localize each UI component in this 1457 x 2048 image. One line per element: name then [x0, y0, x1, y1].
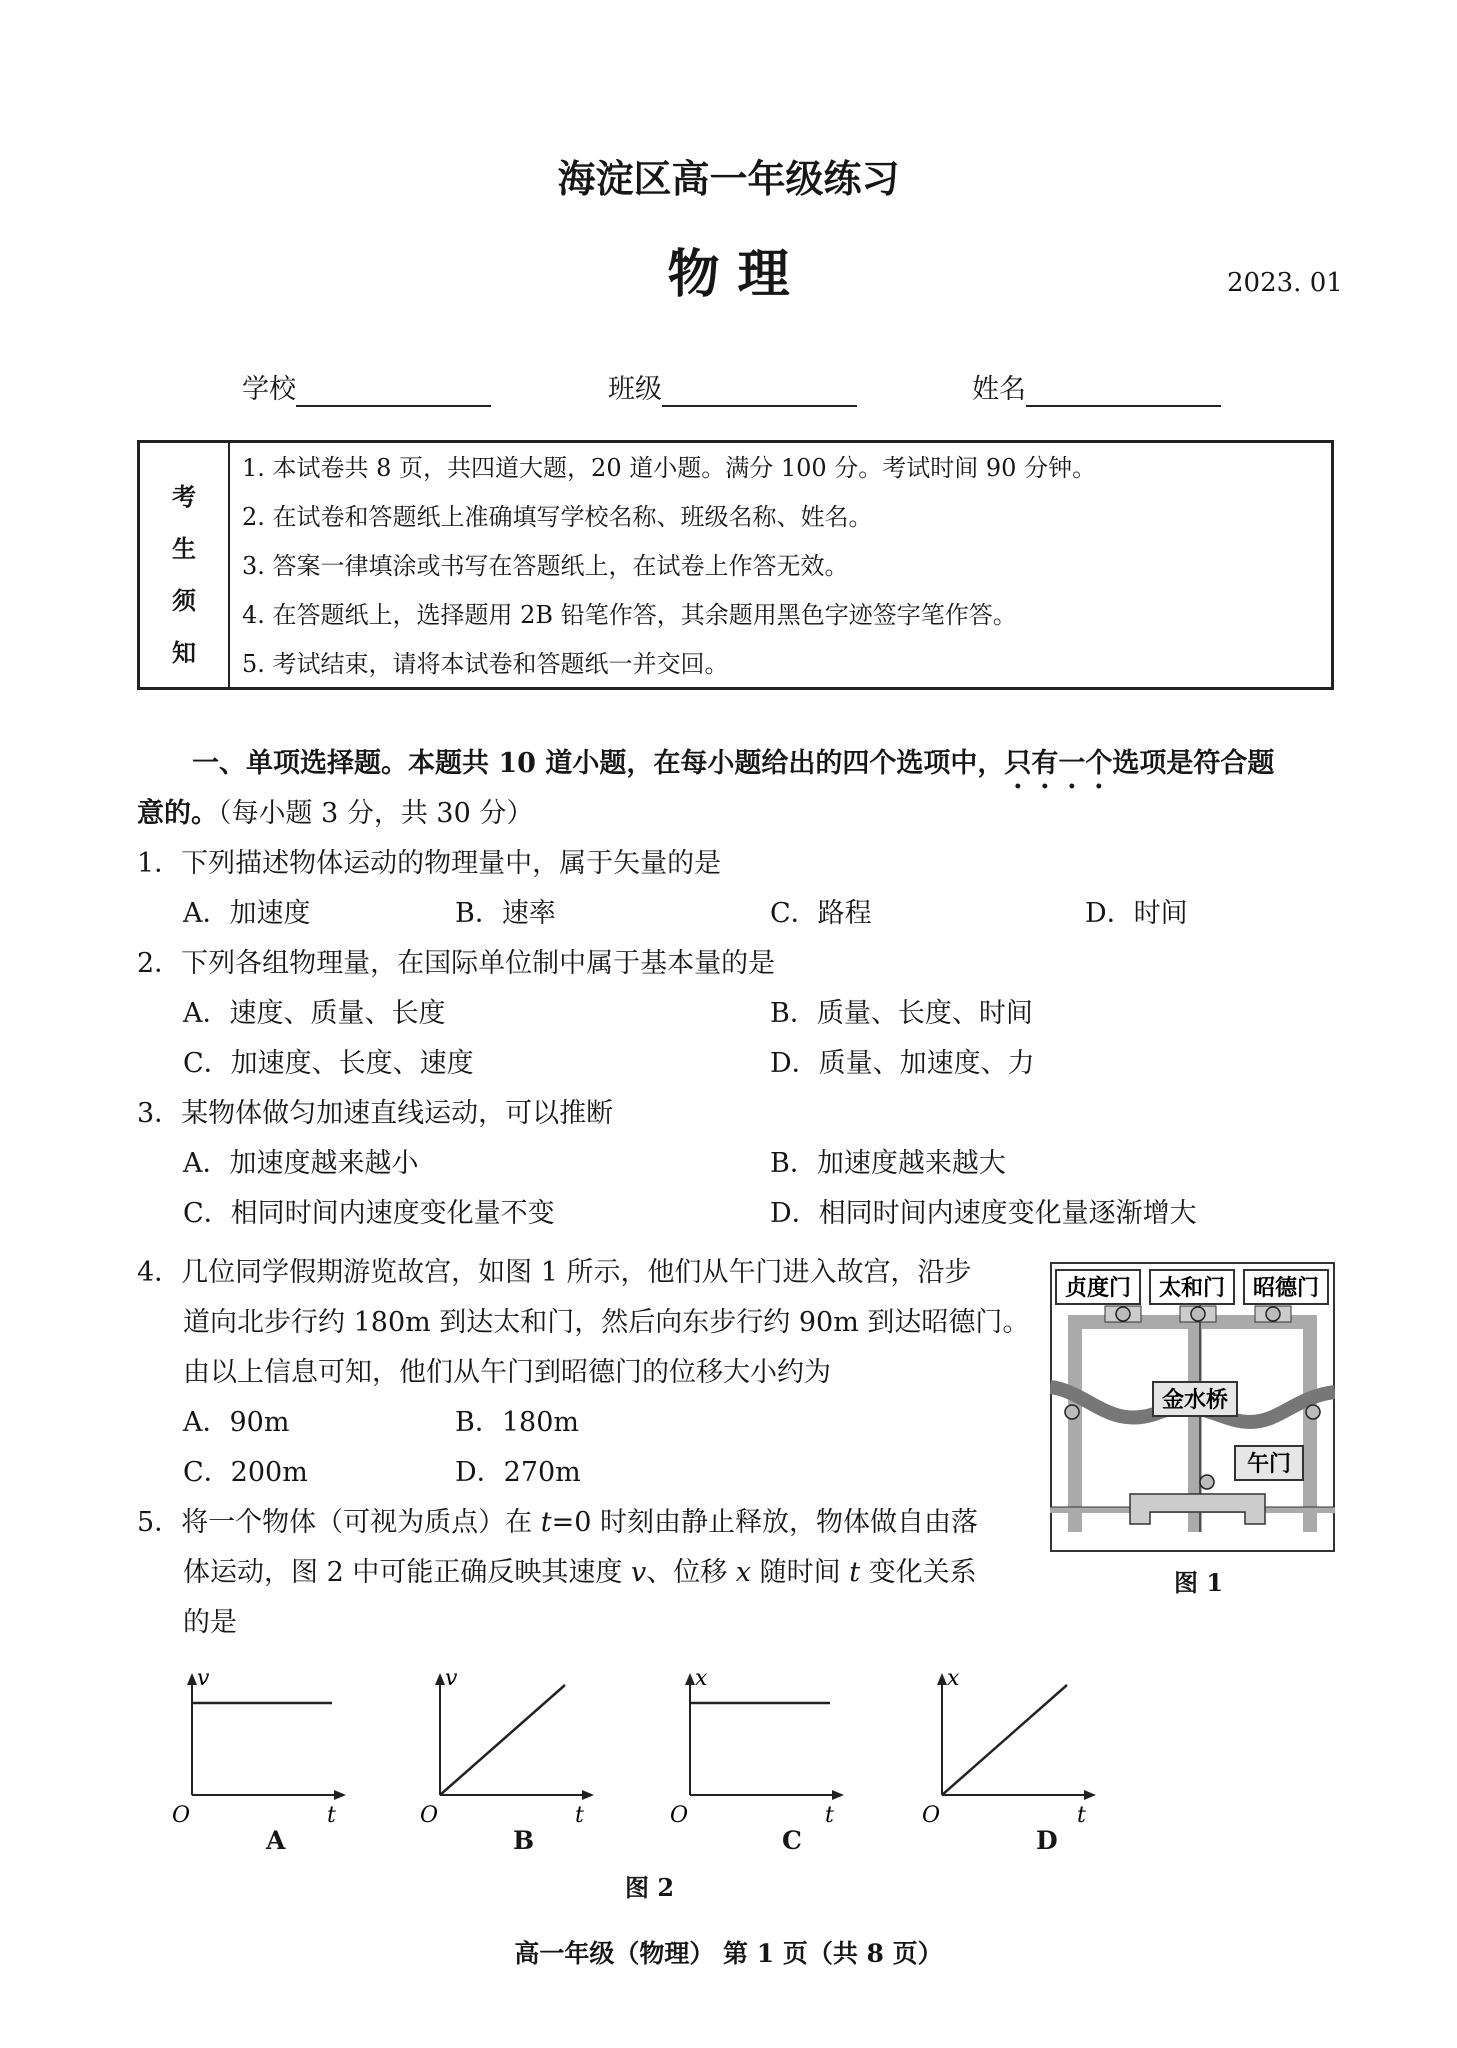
figure1-map: [1050, 1262, 1335, 1552]
q5-var-x: x: [735, 1557, 752, 1588]
graph-y-arrow: [187, 1673, 197, 1685]
q5-var-t2: t: [849, 1557, 861, 1588]
graph-series-line: [440, 1685, 565, 1795]
class-label: 班级: [608, 374, 662, 405]
bridge-label: 金水桥: [1161, 1387, 1229, 1413]
graph-x-label: t: [575, 1803, 584, 1828]
notice-side-char: 知: [172, 638, 196, 667]
q5-var-t: t: [540, 1507, 552, 1538]
q2-option-a[interactable]: A．速度、质量、长度: [183, 998, 446, 1029]
q4-stem-line: 由以上信息可知，他们从午门到昭德门的位移大小约为: [183, 1357, 831, 1388]
section1-heading-text: 一、单项选择题。本题共 10 道小题，在每小题给出的四个选项中，: [192, 748, 1005, 779]
graph-y-label: x: [695, 1666, 708, 1691]
notice-line: 1. 本试卷共 8 页，共四道大题，20 道小题。满分 100 分。考试时间 90 分钟。: [242, 454, 1097, 482]
section1-heading-line2: [137, 797, 533, 831]
graph-x-label: t: [825, 1803, 834, 1828]
graph-y-arrow: [435, 1673, 445, 1685]
q3-option-a[interactable]: A．加速度越来越小: [183, 1148, 419, 1179]
section1-points: （每小题 3 分，共 30 分）: [218, 798, 534, 829]
q1-option-c[interactable]: C．路程: [770, 898, 872, 929]
graph-origin-label: O: [670, 1803, 689, 1828]
section1-heading-cont: 意的。: [137, 798, 218, 829]
graph-x-arrow: [582, 1790, 594, 1800]
q2-option-d[interactable]: D．质量、加速度、力: [770, 1048, 1035, 1079]
q4-stem-line: 4．几位同学假期游览故宫，如图 1 所示，他们从午门进入故宫，沿步: [137, 1257, 972, 1288]
exam-notice-box: [137, 440, 1334, 690]
graph-origin-label: O: [420, 1803, 439, 1828]
wumen-label: 午门: [1246, 1451, 1292, 1477]
graph-x-arrow: [334, 1790, 346, 1800]
q5-stem-line1: [137, 1506, 978, 1540]
q5-text: 随时间: [751, 1557, 850, 1588]
notice-line: 2. 在试卷和答题纸上准确填写学校名称、班级名称、姓名。: [242, 503, 873, 531]
q5-text: =0 时刻由静止释放，物体做自由落: [551, 1507, 979, 1538]
gate-label-taihe: 太和门: [1158, 1275, 1226, 1301]
graph-label-c: C: [782, 1826, 802, 1855]
q5-text: 变化关系: [860, 1557, 977, 1588]
section1-heading-text-end: 选项是符合题: [1112, 748, 1275, 779]
exam-title: 海淀区高一年级练习: [557, 156, 900, 201]
name-blank[interactable]: [1026, 375, 1221, 407]
q5-stem-line2: [183, 1556, 977, 1590]
graph-x-arrow: [1084, 1790, 1096, 1800]
q4-option-d[interactable]: D．270m: [455, 1457, 581, 1488]
name-field: [972, 373, 1221, 407]
notice-line: 3. 答案一律填涂或书写在答题纸上，在试卷上作答无效。: [242, 552, 849, 580]
q4-option-a[interactable]: A．90m: [183, 1407, 290, 1438]
q5-stem-line3: 的是: [183, 1607, 237, 1638]
q3-option-c[interactable]: C．相同时间内速度变化量不变: [183, 1198, 555, 1229]
marker-west: [1065, 1405, 1079, 1419]
q5-text: 5．将一个物体（可视为质点）在: [137, 1507, 541, 1538]
school-blank[interactable]: [296, 375, 491, 407]
q1-stem: 1．下列描述物体运动的物理量中，属于矢量的是: [137, 848, 722, 879]
section1-heading: [192, 747, 1274, 795]
graph-series-line: [942, 1685, 1067, 1795]
q5-text: 、位移: [646, 1557, 736, 1588]
marker-wumen: [1200, 1475, 1214, 1489]
page-footer: 高一年级（物理） 第 1 页（共 8 页）: [514, 1939, 943, 1968]
marker-east: [1306, 1405, 1320, 1419]
exam-date: 2023. 01: [1227, 268, 1343, 298]
q4-option-c[interactable]: C．200m: [183, 1457, 308, 1488]
section1-heading-emphasis: 只有一个: [1004, 748, 1113, 779]
gate-label-zhendu: 贞度门: [1064, 1275, 1132, 1301]
q3-option-d[interactable]: D．相同时间内速度变化量逐渐增大: [770, 1198, 1197, 1229]
notice-side-char: 生: [172, 534, 196, 563]
notice-side-label: [140, 443, 230, 687]
q4-stem-line: 道向北步行约 180m 到达太和门，然后向东步行约 90m 到达昭德门。: [183, 1307, 1030, 1338]
graph-origin-label: O: [172, 1803, 191, 1828]
graph-y-arrow: [937, 1673, 947, 1685]
graph-y-label: v: [197, 1666, 210, 1691]
graph-label-b: B: [513, 1826, 535, 1855]
q5-text: 体运动，图 2 中可能正确反映其速度: [183, 1557, 631, 1588]
notice-side-char: 考: [172, 482, 196, 511]
gate-label-zhaode: 昭德门: [1252, 1275, 1320, 1301]
figure1-caption: 图 1: [1174, 1568, 1224, 1597]
graph-x-arrow: [832, 1790, 844, 1800]
q4-option-b[interactable]: B．180m: [455, 1407, 579, 1438]
class-field: [608, 373, 857, 407]
graph-origin-label: O: [922, 1803, 941, 1828]
graph-label-d: D: [1036, 1826, 1058, 1855]
q1-option-b[interactable]: B．速率: [455, 898, 556, 929]
figure2-graphs: [170, 1665, 1150, 1845]
q3-option-b[interactable]: B．加速度越来越大: [770, 1148, 1006, 1179]
notice-line: 4. 在答题纸上，选择题用 2B 铅笔作答，其余题用黑色字迹签字笔作答。: [242, 601, 1017, 629]
graph-y-label: v: [445, 1666, 458, 1691]
graph-label-a: A: [266, 1826, 286, 1855]
q2-stem: 2．下列各组物理量，在国际单位制中属于基本量的是: [137, 948, 776, 979]
q2-option-b[interactable]: B．质量、长度、时间: [770, 998, 1033, 1029]
q1-option-d[interactable]: D．时间: [1085, 898, 1188, 929]
marker-zhaode: [1266, 1307, 1280, 1321]
marker-taihe: [1191, 1307, 1205, 1321]
graph-y-label: x: [947, 1666, 960, 1691]
notice-side-char: 须: [172, 586, 196, 615]
notice-line: 5. 考试结束，请将本试卷和答题纸一并交回。: [242, 650, 729, 678]
q1-option-a[interactable]: A．加速度: [183, 898, 311, 929]
graph-x-label: t: [327, 1803, 336, 1828]
q2-option-c[interactable]: C．加速度、长度、速度: [183, 1048, 474, 1079]
figure2-caption: 图 2: [625, 1873, 675, 1902]
graph-x-label: t: [1077, 1803, 1086, 1828]
school-label: 学校: [242, 374, 296, 405]
name-label: 姓名: [972, 374, 1026, 405]
class-blank[interactable]: [662, 375, 857, 407]
marker-zhendu: [1116, 1307, 1130, 1321]
graph-y-arrow: [685, 1673, 695, 1685]
q5-var-v: v: [630, 1557, 647, 1588]
school-field: [242, 373, 491, 407]
q3-stem: 3．某物体做匀加速直线运动，可以推断: [137, 1098, 614, 1129]
subject-title: 物 理: [667, 244, 790, 305]
